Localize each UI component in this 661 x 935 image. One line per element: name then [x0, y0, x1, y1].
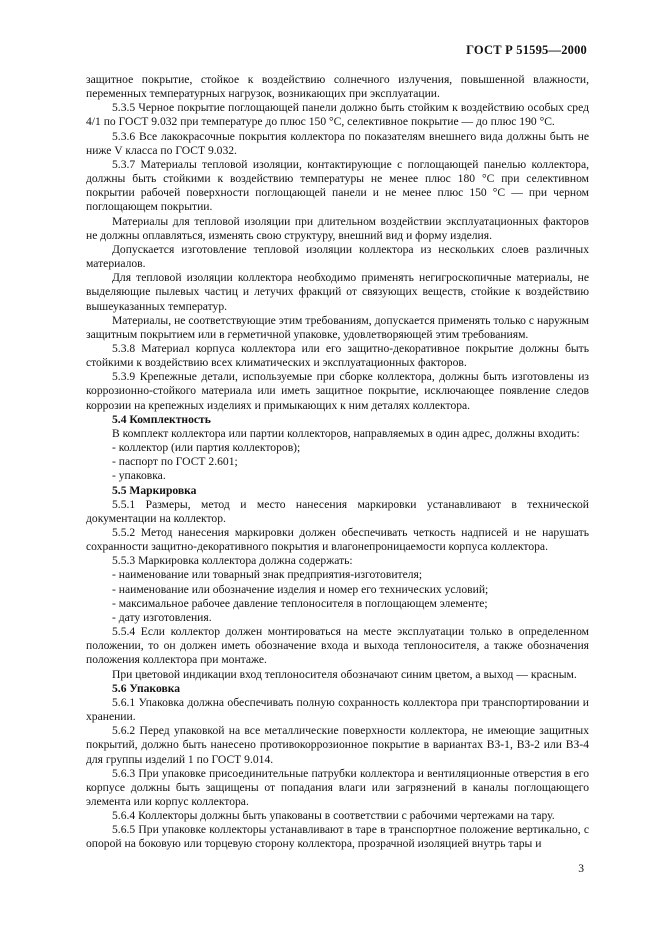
paragraph: 5.5.4 Если коллектор должен монтироваться на месте эксплуатации только в определенном положении, то он должен иметь обозначение входа и выхода теплоносителя, а также обозначения положения коллектора при монтаже.	[86, 625, 589, 667]
paragraph: 5.6.4 Коллекторы должны быть упакованы в соответствии с рабочими чертежами на тару.	[112, 809, 555, 823]
paragraph: 5.6.3 При упаковке присоединительные патрубки коллектора и вентиляционные отверстия в его корпусе должны быть защищены от попадания влаги или загрязнений в каналы поглощающего элемента или корпус коллектора.	[86, 766, 589, 808]
paragraph: 5.3.5 Черное покрытие поглощающей панели должно быть стойким к воздействию особых сред 4/1 по ГОСТ 9.032 при температуре до плюс 150 °С, селективное покрытие — до плюс 190 °С.	[86, 101, 589, 129]
list-item: - наименование или обозначение изделия и номер его технических условий;	[112, 582, 489, 596]
list-item: - максимальное рабочее давление теплоносителя в поглощающем элементе;	[112, 596, 488, 610]
paragraph: 5.6.2 Перед упаковкой на все металлические поверхности коллектора, не имеющие защитных покрытий, должно быть нанесено противокоррозионное покрытие в вариантах ВЗ-1, ВЗ-2 или ВЗ-4 для группы изделий 1 по ГОСТ 9.014.	[86, 724, 589, 766]
list-item: - дату изготовления.	[112, 610, 212, 624]
paragraph: Материалы, не соответствующие этим требованиям, допускается применять только с наружным защитным покрытием или в герметичной упаковке, удовлетворяющей этим требованиям.	[86, 313, 589, 341]
paragraph: 5.3.6 Все лакокрасочные покрытия коллектора по показателям внешнего вида должны быть не ниже V класса по ГОСТ 9.032.	[86, 129, 589, 157]
paragraph: Допускается изготовление тепловой изоляции коллектора из нескольких слоев различных материалов.	[86, 242, 589, 271]
paragraph: Для тепловой изоляции коллектора необходимо применять негигроскопичные материалы, не выделяющие пылевых частиц и летучих фракций от связующих веществ, стойкие к воздействию вышеуказанных температур.	[86, 271, 589, 313]
paragraph: 5.5.3 Маркировка коллектора должна содержать:	[112, 554, 353, 568]
paragraph: 5.6.5 При упаковке коллекторы устанавливают в таре в транспортное положение вертикально, с опорой на боковую или торцевую сторону коллектора, прозрачной изоляцией внутрь тары и	[86, 823, 589, 851]
section-heading: 5.4 Комплектность	[112, 412, 211, 426]
paragraph: 5.5.1 Размеры, метод и место нанесения маркировки устанавливают в технической документации на коллектор.	[86, 497, 589, 525]
section-heading: 5.5 Маркировка	[112, 483, 197, 497]
paragraph: 5.3.9 Крепежные детали, используемые при сборке коллектора, должны быть изготовлены из коррозионно-стойкого материала или иметь защитное покрытие, исключающее появление следов коррозии на крепежных изделиях и примыкающих к ним деталях коллектора.	[86, 370, 589, 412]
page-number: 3	[578, 862, 584, 875]
list-item: - коллектор (или партия коллекторов);	[112, 441, 301, 455]
paragraph: 5.5.2 Метод нанесения маркировки должен обеспечивать четкость надписей и не нарушать сохранности защитно-декоративного покрытия и влагонепроницаемости корпуса коллектора.	[86, 526, 589, 554]
paragraph: защитное покрытие, стойкое к воздействию солнечного излучения, повышенной влажности, переменных температурных нагрузок, возникающих при эксплуатации.	[86, 73, 589, 101]
page-header: ГОСТ Р 51595—2000	[466, 43, 587, 57]
paragraph: В комплект коллектора или партии коллекторов, направляемых в один адрес, должны входить:	[112, 426, 580, 440]
list-item: - упаковка.	[112, 469, 166, 483]
list-item: - наименование или товарный знак предприятия-изготовителя;	[112, 568, 423, 582]
list-item: - паспорт по ГОСТ 2.601;	[112, 455, 238, 469]
paragraph: Материалы для тепловой изоляции при длительном воздействии эксплуатационных факторов не должны оплавляться, изменять свою структуру, внешний вид и форму изделия.	[86, 214, 589, 242]
paragraph: 5.3.8 Материал корпуса коллектора или его защитно-декоративное покрытие должны быть стойкими к воздействию всех климатических и эксплуатационных факторов.	[86, 341, 589, 370]
section-heading: 5.6 Упаковка	[112, 681, 181, 695]
paragraph: 5.3.7 Материалы тепловой изоляции, контактирующие с поглощающей панелью коллектора, должны быть стойкими к воздействию температуры не менее плюс 180 °С при селективном покрытии рабочей поверхности поглощающей панели и не менее плюс 150 °С — при черном поглощающем покрытии.	[86, 157, 589, 214]
document-body	[86, 73, 589, 852]
paragraph: При цветовой индикации вход теплоносителя обозначают синим цветом, а выход — красным.	[112, 667, 577, 681]
paragraph: 5.6.1 Упаковка должна обеспечивать полную сохранность коллектора при транспортировании и хранении.	[86, 695, 589, 724]
